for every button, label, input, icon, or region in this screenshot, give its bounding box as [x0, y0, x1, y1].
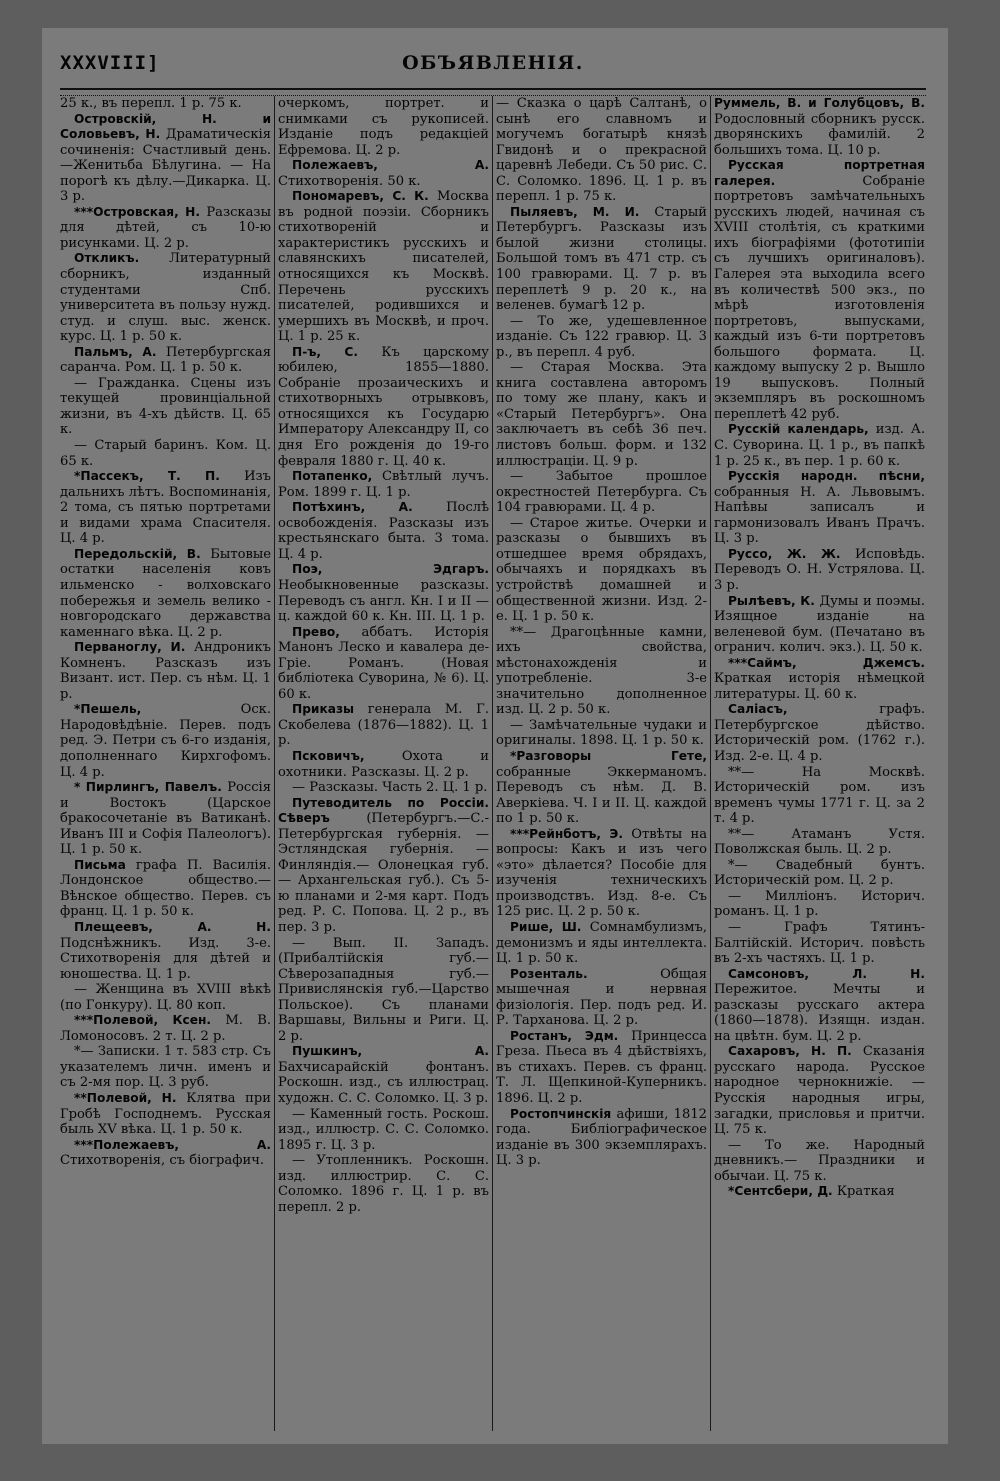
entry-text: Драматическія сочиненія: Счастливый день.—Женитьба Бѣлугина. — На порогѣ къ дѣлу.—Дикарка. Ц. 3 р. — [60, 127, 271, 205]
page-header — [60, 52, 926, 82]
listing-entry — [714, 158, 925, 422]
entry-text: — Старый баринъ. Ком. Ц. 65 к. — [60, 438, 271, 469]
listing-entry — [60, 251, 271, 344]
listing-entry — [278, 625, 489, 703]
entry-author: Ростанъ, Эдм. — [510, 1028, 619, 1043]
listing-entry — [714, 702, 925, 764]
listing-entry — [714, 827, 925, 858]
entry-author: Пальмъ, А. — [74, 344, 157, 359]
listing-entry — [714, 422, 925, 469]
entry-text: собранные Эккерманомъ. Переводъ съ нѣм. Д. В. Аверкіева. Ч. I и II. Ц. каждой по 1 р. 50 к. — [496, 764, 707, 827]
column-divider — [710, 96, 711, 1431]
entry-text: Разсказы для дѣтей, съ 10-ю рисунками. Ц. 2 р. — [60, 204, 271, 251]
listing-entry — [714, 1044, 925, 1137]
listing-entry — [278, 1044, 489, 1106]
listing-entry — [496, 96, 707, 205]
listing-entry — [60, 1091, 271, 1138]
page-title: ОБЪЯВЛЕНІЯ. — [402, 52, 584, 74]
listing-entry — [278, 936, 489, 1045]
entry-text: — Замѣчательные чудаки и оригиналы. 1898. Ц. 1 р. 50 к. — [496, 717, 707, 749]
listing-entry — [278, 158, 489, 189]
entry-author: *Пассекъ, Т. П. — [74, 469, 220, 484]
listing-entry — [714, 858, 925, 889]
listing-entry — [496, 920, 707, 967]
entry-author: Передольскій, В. — [74, 546, 201, 561]
entry-text: — Милліонъ. Историч. романъ. Ц. 1 р. — [714, 888, 925, 920]
entry-author: **Полевой, Н. — [74, 1091, 177, 1105]
entry-author: Пыляевъ, М. И. — [510, 204, 640, 219]
entry-text: Бахчисарайскій фонтанъ. Роскошн. изд., съ иллюстрац. художн. С. С. Соломко. Ц. 3 р. — [278, 1059, 489, 1106]
entry-text: Стихотворенія, съ біографич. — [60, 1153, 265, 1169]
header-rule — [60, 88, 926, 96]
entry-author: Плещеевъ, А. Н. — [74, 919, 271, 934]
listing-entry — [60, 1044, 271, 1091]
entry-author: ***Саймъ, Джемсъ. — [728, 655, 925, 670]
entry-text: Отвѣты на вопросы: Какъ и изъ чего «это» дѣлается? Пособіе для изученія техническихъ производствъ. Изд. 8-е. Съ 125 рис. Ц. 2 р. 50 к. — [496, 826, 707, 920]
listing-entry — [60, 982, 271, 1013]
listing-entry — [60, 376, 271, 438]
entry-text: Краткая — [836, 1184, 895, 1200]
listing-entry — [60, 469, 271, 547]
entry-text: Краткая исторія нѣмецкой литературы. Ц. 60 к. — [714, 671, 925, 702]
entry-text: графа П. Василія. Лондонское общество.—Вѣнское общество. Перев. съ франц. Ц. 1 р. 50 к. — [60, 857, 271, 920]
listing-entry — [496, 1029, 707, 1107]
entry-text: Родословный сборникъ русск. дворянскихъ фамилій. 2 большихъ тома. Ц. 10 р. — [714, 111, 925, 158]
entry-text: Свѣтлый лучъ. Ром. 1899 г. Ц. 1 р. — [278, 469, 489, 500]
listing-entry — [714, 1184, 925, 1200]
column-divider — [492, 96, 493, 1431]
entry-text: Оск. Народовѣдѣніе. Перев. подъ ред. Э. Петри съ 6-го изданія, дополненнаго Кирхгофомъ. Ц. 4 р. — [60, 702, 271, 780]
listing-entry — [60, 1013, 271, 1044]
page-number: XXXVIII] — [60, 52, 160, 74]
entry-text: **— Атаманъ Устя. Поволжская быль. Ц. 2 р. — [714, 826, 925, 858]
listing-entry — [60, 345, 271, 376]
entry-text: Сказанія русскаго народа. Русское народное чернокнижіе. — Русскія народныя игры, загадки, присловья и притчи. Ц. 75 к. — [714, 1044, 925, 1138]
entry-text: афиши, 1812 года. Библіографическое изданіе въ 300 экземплярахъ. Ц. 3 р. — [496, 1106, 707, 1169]
entry-text: Клятва при Гробѣ Господнемъ. Русская быль XV вѣка. Ц. 1 р. 50 к. — [60, 1091, 271, 1138]
listing-entry — [714, 469, 925, 547]
listing-entry — [496, 625, 707, 718]
entry-text: Бытовые остатки населенія ковъ ильменско - волховскаго побережья и земель велико - новгородскаго державства каменнаго вѣка. Ц. 2 р. — [60, 546, 271, 640]
listing-entry — [496, 205, 707, 314]
listing-entry — [496, 314, 707, 361]
listing-entry — [60, 1138, 271, 1169]
entry-text: — То же, удешевленное изданіе. Съ 122 гравюр. Ц. 3 р., въ перепл. 4 руб. — [496, 313, 707, 360]
entry-text: 25 к., въ перепл. 1 р. 75 к. — [60, 96, 242, 111]
entry-text: — Разсказы. Часть 2. Ц. 1 р. — [292, 780, 488, 796]
entry-text: **— На Москвѣ. Историческій ром. изъ временъ чумы 1771 г. Ц. за 2 т. 4 р. — [714, 764, 925, 827]
entry-text: **— Драгоцѣнные камни, ихъ свойства, мѣстонахожденія и употребленіе. 3-е значительно дополненное изд. Ц. 2 р. 50 к. — [496, 624, 707, 718]
entry-text: *— Свадебный бунтъ. Историческій ром. Ц. 2 р. — [714, 857, 925, 889]
listing-entry — [60, 547, 271, 640]
entry-author: Русскій календарь, — [728, 422, 869, 437]
document-page — [42, 28, 948, 1444]
entry-author: Полежаевъ, А. — [292, 158, 489, 173]
listing-entry — [714, 656, 925, 703]
listing-entry — [60, 112, 271, 205]
listing-entry — [278, 189, 489, 344]
entry-text: Думы и поэмы. Изящное изданіе на веленевой бум. (Печатано въ огранич. колич. экз.). Ц. 50 к. — [714, 593, 925, 656]
entry-author: Саліасъ, — [728, 702, 788, 717]
entry-text: Охота и охотники. Разсказы. Ц. 2 р. — [278, 748, 489, 780]
entry-text: Литературный сборникъ, изданный студентами Спб. университета въ пользу нужд. студ. и слуш. выс. женск. курс. Ц. 1 р. 50 к. — [60, 251, 271, 345]
entry-text: — Старое житье. Очерки и разсказы о бывшихъ въ отшедшее время обрядахъ, обычаяхъ и порядкахъ въ устройствѣ домашней и общественной жизни. Изд. 2-е. Ц. 1 р. 50 к. — [496, 515, 707, 625]
entry-text: изд. А. С. Суворина. Ц. 1 р., въ папкѣ 1 р. 25 к., въ пер. 1 р. 60 к. — [714, 422, 925, 469]
listing-entry — [60, 920, 271, 982]
entry-text: — Женщина въ XVIII вѣкѣ (по Гонкуру). Ц. 80 коп. — [60, 982, 271, 1013]
entry-author: Ростопчинскія — [510, 1106, 612, 1121]
listing-entry — [60, 96, 271, 112]
entry-author: Руммель, В. и Голубцовъ, В. — [714, 96, 925, 110]
listing-entry — [60, 780, 271, 858]
entry-author: Рылѣевъ, К. — [728, 593, 815, 608]
listing-entry — [278, 96, 489, 158]
entry-text: — Вып. II. Западъ. (Прибалтійскія губ.—Сѣверозападныя губ.—Привислянскія губ.—Царство Польское). Съ планами Варшавы, Вильны и Риги. Ц. 2 р. — [278, 935, 489, 1044]
entry-text: Принцесса Греза. Пьеса въ 4 дѣйствіяхъ, въ стихахъ. Перев. съ франц. Т. Л. Щепкиной-Куперникъ. 1896. Ц. 2 р. — [496, 1028, 707, 1106]
entry-author: * Пирлингъ, Павелъ. — [74, 780, 222, 795]
entry-author: Рише, Ш. — [510, 919, 582, 934]
entry-author: *Разговоры Гете, — [510, 748, 707, 763]
entry-author: Письма — [74, 857, 126, 872]
entry-author: ***Полевой, Ксен. — [74, 1013, 212, 1028]
entry-text: Стихотворенія. 50 к. — [278, 173, 421, 189]
entry-text: Старый Петербургъ. Разсказы изъ былой жизни столицы. Большой томъ въ 471 стр. съ 100 гравюрами. Ц. 7 р. въ переплетѣ 9 р. 20 к., на веленев. бумагѣ 12 р. — [496, 204, 707, 314]
listing-entry — [496, 360, 707, 469]
entry-author: Русская портретная галерея. — [714, 158, 925, 188]
listing-entry — [496, 718, 707, 749]
entry-author: Откликъ. — [74, 251, 140, 266]
entry-author: *Пешель, — [74, 702, 142, 717]
entry-author: Потѣхинъ, А. — [292, 500, 413, 515]
entry-author: Приказы — [292, 702, 355, 717]
entry-text: — То же. Народный дневникъ.— Праздники и обычаи. Ц. 75 к. — [714, 1137, 925, 1184]
listing-entry — [278, 1107, 489, 1154]
entry-author: Руссо, Ж. Ж. — [728, 546, 841, 561]
text-column-4 — [714, 96, 925, 1431]
listing-entry — [496, 469, 707, 516]
listing-entry — [278, 500, 489, 562]
listing-entry — [278, 749, 489, 780]
entry-text: Исповѣдь. Переводъ О. Н. Устрялова. Ц. 3 р. — [714, 546, 925, 593]
entry-text: Общая мышечная и нервная физіологія. Пер. подъ ред. И. Р. Тарханова. Ц. 2 р. — [496, 966, 707, 1029]
listing-entry — [496, 1107, 707, 1169]
listing-entry — [496, 827, 707, 920]
entry-author: Потапенко, — [292, 469, 373, 484]
entry-text: собранныя Н. А. Львовымъ. Напѣвы записалъ и гармонизовалъ Иванъ Прачъ. Ц. 3 р. — [714, 484, 925, 547]
entry-text: Пережитое. Мечты и разсказы русскаго актера (1860—1878). Изящн. издан. на цвѣтн. бум. Ц. 2 р. — [714, 982, 925, 1044]
listing-entry — [278, 469, 489, 500]
entry-author: Пономаревъ, С. К. — [292, 189, 429, 204]
entry-text: — Графъ Тятинъ-Балтійскій. Историч. повѣсть въ 2-хъ частяхъ. Ц. 1 р. — [714, 919, 925, 967]
entry-text: — Гражданка. Сцены изъ текущей провинціальной жизни, въ 4-хъ дѣйств. Ц. 65 к. — [60, 375, 271, 438]
text-columns — [60, 96, 926, 1431]
listing-entry — [60, 438, 271, 469]
entry-text: — Забытое прошлое окрестностей Петербурга. Съ 104 гравюрами. Ц. 4 р. — [496, 469, 707, 516]
entry-author: ***Полежаевъ, А. — [74, 1137, 271, 1152]
text-column-2 — [278, 96, 489, 1431]
entry-author: Прево, — [292, 624, 340, 639]
listing-entry — [278, 1153, 489, 1215]
listing-entry — [714, 889, 925, 920]
entry-author: Самсоновъ, Л. Н. — [728, 966, 925, 981]
listing-entry — [714, 547, 925, 594]
entry-author: П-ъ, С. — [292, 344, 359, 359]
entry-text: Изъ дальнихъ лѣтъ. Воспоминанія, 2 тома, съ пятью портретами и видами храма Спасителя. Ц. 4 р. — [60, 469, 271, 547]
text-column-1 — [60, 96, 271, 1431]
listing-entry — [278, 702, 489, 749]
listing-entry — [714, 765, 925, 827]
listing-entry — [714, 1138, 925, 1185]
entry-author: ***Островская, Н. — [74, 204, 200, 219]
listing-entry — [278, 345, 489, 469]
listing-entry — [60, 640, 271, 702]
entry-author: Островскій, Н. и Соловьевъ, Н. — [60, 111, 271, 142]
entry-text: Послѣ освобожденія. Разсказы изъ крестьянскаго быта. 3 тома. Ц. 4 р. — [278, 500, 489, 562]
entry-author: Перваноглу, И. — [74, 640, 186, 655]
listing-entry — [60, 205, 271, 252]
entry-text: — Утопленникъ. Роскошн. изд. иллюстрир. С. С. Соломко. 1896 г. Ц. 1 р. въ перепл. 2 р. — [278, 1153, 489, 1215]
text-column-3 — [496, 96, 707, 1431]
listing-entry — [278, 562, 489, 624]
listing-entry — [714, 967, 925, 1045]
entry-text: очеркомъ, портрет. и снимками съ рукописей. Изданіе подъ редакціей Ефремова. Ц. 2 р. — [278, 96, 489, 158]
listing-entry — [714, 594, 925, 656]
entry-author: Путеводитель по Россіи. Сѣверъ — [278, 795, 489, 826]
listing-entry — [496, 749, 707, 827]
entry-text: Москва въ родной поэзіи. Сборникъ стихотвореній и характеристикъ русскихъ и славянскихъ писателей, относящихся къ Москвѣ. Перечень русскихъ писателей, родившихся и умершихъ въ Москвѣ, и проч. Ц. 1 р. 25 к. — [278, 189, 489, 345]
entry-text: Къ царскому юбилею, 1855—1880. Собраніе прозаическихъ и стихотворныхъ отрывковъ, относящихся къ Государю Императору Александру II, со дня Его рожденія до 19-го февраля 1880 г. Ц. 40 к. — [278, 344, 489, 469]
entry-author: *Сентсбери, Д. — [728, 1184, 833, 1199]
entry-author: Сахаровъ, Н. П. — [728, 1044, 852, 1059]
entry-text: Сомнамбулизмъ, демонизмъ и яды интеллекта. Ц. 1 р. 50 к. — [496, 919, 707, 967]
entry-author: Псковичъ, — [292, 748, 365, 763]
listing-entry — [60, 858, 271, 920]
entry-text: (Петербургъ.—С.-Петербургская губернія. — Эстляндская губернія. —Финляндія.— Олонецкая губ. — Архангельская губ.). Съ 5-ю планами и 2-мя карт. Подъ ред. Р. С. Попова. Ц. 2 р., въ пер. 3 р. — [278, 811, 489, 935]
entry-text: генерала М. Г. Скобелева (1876—1882). Ц. 1 р. — [278, 702, 489, 749]
entry-text: — Каменный гость. Роскош. изд., иллюстр. С. С. Соломко. 1895 г. Ц. 3 р. — [278, 1106, 489, 1153]
entry-text: Собраніе портретовъ замѣчательныхъ русскихъ людей, начиная съ XVIII столѣтія, съ краткими ихъ біографіями (фототипіи съ лучшихъ оригиналовъ). Галерея эта выходила всего въ количествѣ 500 экз., по мѣрѣ изготовленія портретовъ, выпусками, каждый изъ 6-ти портретовъ большого формата. Ц. каждому выпуску 2 р. Вышло 19 выпусковъ. Полный экземпляръ въ роскошномъ переплетѣ 42 руб. — [714, 173, 925, 422]
entry-author: Поэ, Эдгаръ. — [292, 562, 489, 577]
entry-text: Андроникъ Комненъ. Разсказъ изъ Визант. ист. Пер. съ нѣм. Ц. 1 р. — [60, 640, 271, 702]
entry-text: М. В. Ломоносовъ. 2 т. Ц. 2 р. — [60, 1013, 271, 1044]
entry-text: Подснѣжникъ. Изд. 3-е. Стихотворенія для дѣтей и юношества. Ц. 1 р. — [60, 935, 271, 982]
listing-entry — [714, 96, 925, 158]
entry-text: *— Записки. 1 т. 583 стр. Съ указателемъ личн. именъ и съ 2-мя пор. Ц. 3 руб. — [60, 1044, 271, 1091]
entry-text: Петербургская саранча. Ром. Ц. 1 р. 50 к. — [60, 344, 271, 376]
entry-text: — Старая Москва. Эта книга составлена авторомъ по тому же плану, какъ и «Старый Петербургъ». Она заключаетъ въ себѣ 36 печ. листовъ больш. форм. и 132 иллюстраціи. Ц. 9 р. — [496, 360, 707, 469]
listing-entry — [496, 967, 707, 1029]
entry-text: аббатъ. Исторія Манонъ Леско и кавалера де-Гріе. Романъ. (Новая библіотека Суворина, № 6). Ц. 60 к. — [278, 624, 489, 702]
entry-author: ***Рейнботъ, Э. — [510, 826, 623, 841]
listing-entry — [278, 780, 489, 796]
column-divider — [274, 96, 275, 1431]
entry-author: Розенталь. — [510, 966, 588, 981]
listing-entry — [714, 920, 925, 967]
entry-author: Русскія народн. пѣсни, — [728, 469, 925, 484]
entry-text: Россія и Востокъ (Царское бракосочетаніе въ Ватиканѣ. Иванъ III и Софія Палеологъ). Ц. 1 р. 50 к. — [60, 780, 271, 858]
entry-author: Пушкинъ, А. — [292, 1044, 489, 1059]
listing-entry — [496, 516, 707, 625]
listing-entry — [278, 796, 489, 936]
listing-entry — [60, 702, 271, 780]
entry-text: Необыкновенные разсказы. Переводъ съ англ. Кн. I и II — ц. каждой 60 к. Кн. III. Ц. 1 р. — [278, 577, 489, 625]
entry-text: — Сказка о царѣ Салтанѣ, о сынѣ его славномъ и могучемъ богатырѣ князѣ Гвидонѣ и о прекрасной царевнѣ Лебеди. Съ 50 рис. С. С. Соломко. 1896. Ц. 1 р. въ перепл. 1 р. 75 к. — [496, 96, 707, 205]
entry-text: графъ. Петербургское дѣйство. Историческій ром. (1762 г.). Изд. 2-е. Ц. 4 р. — [714, 702, 925, 764]
